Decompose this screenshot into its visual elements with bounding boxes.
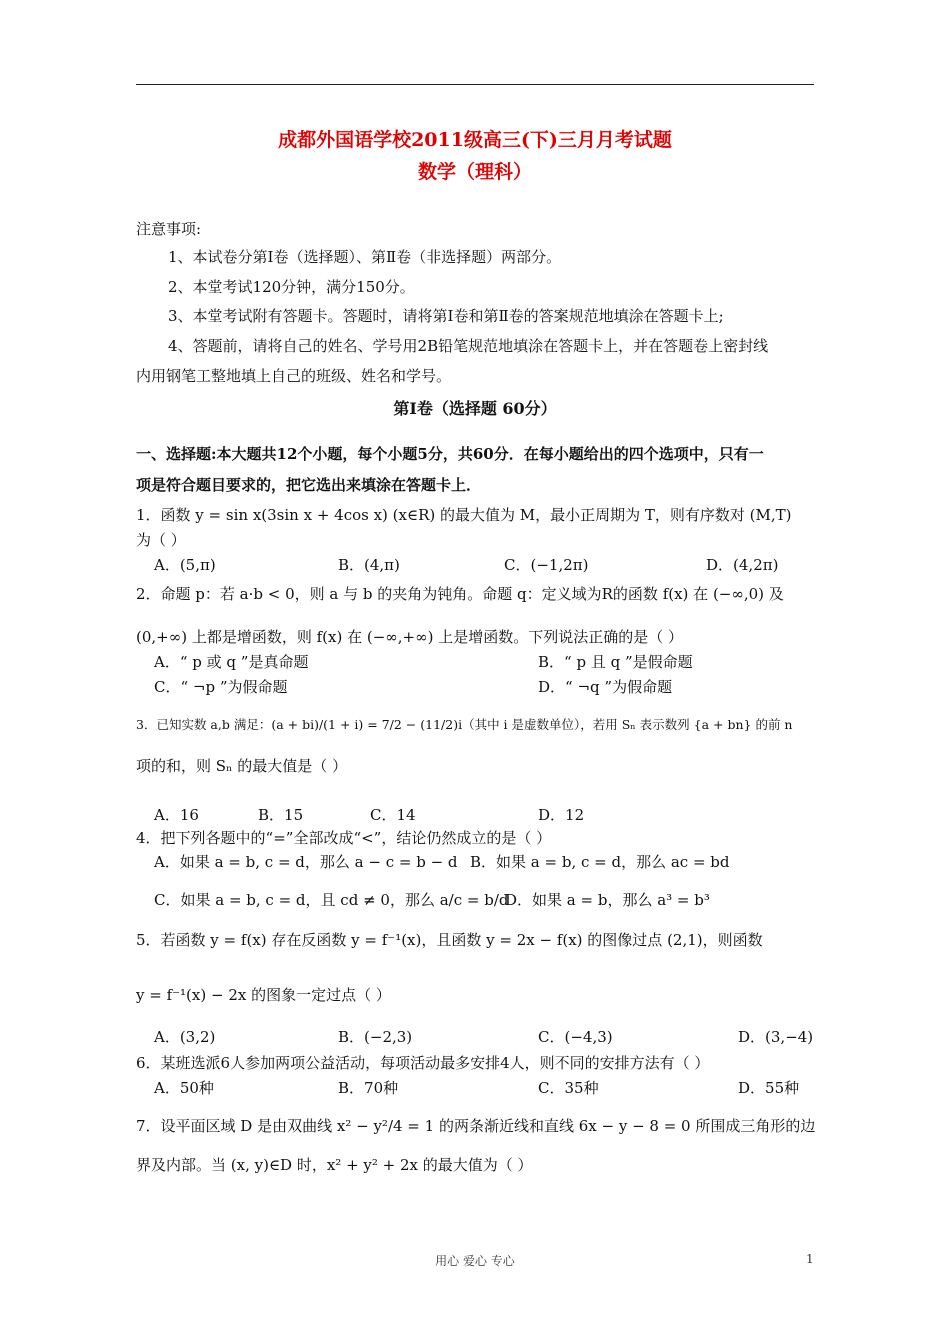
q2-option-b: B．“ p 且 q ”是假命题 (538, 653, 693, 671)
question-2-cont: (0,+∞) 上都是增函数，则 f(x) 在 (−∞,+∞) 上是增函数。下列说法正确的是（ ） (136, 628, 684, 646)
notice-item-3: 3、本堂考试附有答题卡。答题时，请将第Ⅰ卷和第Ⅱ卷的答案规范地填涂在答题卡上; (168, 307, 724, 325)
notice-item-1: 1、本试卷分第Ⅰ卷（选择题）、第Ⅱ卷（非选择题）两部分。 (168, 248, 562, 266)
q3-option-d: D．12 (538, 806, 585, 824)
question-7-cont: 界及内部。当 (x, y)∈D 时，x² + y² + 2x 的最大值为（ ） (136, 1156, 533, 1174)
page-footer: 用心 爱心 专心 (435, 1254, 515, 1268)
q3-option-c: C．14 (370, 806, 416, 824)
question-7: 7．设平面区域 D 是由双曲线 x² − y²/4 = 1 的两条渐近线和直线 6x − y − 8 = 0 所围成三角形的边 (136, 1117, 816, 1135)
q4-option-a: A．如果 a = b, c = d，那么 a − c = b − d (154, 853, 458, 871)
question-4: 4．把下列各题中的“=”全部改成“<”，结论仍然成立的是（ ） (136, 829, 552, 847)
q5-option-d: D．(3,−4) (738, 1028, 814, 1046)
q1-option-a: A．(5,π) (154, 556, 216, 574)
q1-option-c: C．(−1,2π) (504, 556, 589, 574)
notice-item-2: 2、本堂考试120分钟，满分150分。 (168, 278, 415, 296)
q2-option-d: D．“ ¬q ”为假命题 (538, 678, 673, 696)
section-instruction: 一、选择题:本大题共12个小题，每个小题5分，共60分．在每小题给出的四个选项中，只有一 (136, 445, 764, 463)
part-title: 第Ⅰ卷（选择题 60分） (393, 399, 557, 418)
q4-option-b: B．如果 a = b, c = d，那么 ac = bd (470, 853, 730, 871)
question-6: 6．某班选派6人参加两项公益活动，每项活动最多安排4人，则不同的安排方法有（ ） (136, 1054, 710, 1072)
section-instruction-cont: 项是符合题目要求的，把它选出来填涂在答题卡上． (136, 476, 482, 494)
q6-option-d: D．55种 (738, 1079, 800, 1097)
question-1: 1．函数 y = sin x(3sin x + 4cos x) (x∈R) 的最大值为 M，最小正周期为 T，则有序数对 (M,T) (136, 506, 792, 524)
q2-option-c: C．“ ¬p ”为假命题 (154, 678, 288, 696)
q3-option-b: B．15 (258, 806, 304, 824)
q4-option-d: D．如果 a = b，那么 a³ = b³ (505, 891, 710, 909)
header-rule (136, 84, 814, 85)
exam-subtitle: 数学（理科） (417, 161, 532, 183)
question-1-cont: 为（ ） (136, 531, 186, 549)
q5-option-c: C．(−4,3) (538, 1028, 613, 1046)
q1-option-d: D．(4,2π) (706, 556, 779, 574)
q2-option-a: A．“ p 或 q ”是真命题 (154, 653, 309, 671)
page-number: 1 (806, 1252, 814, 1266)
notice-item-4-cont: 内用钢笔工整地填上自己的班级、姓名和学号。 (136, 367, 452, 385)
question-5: 5．若函数 y = f(x) 存在反函数 y = f⁻¹(x)，且函数 y = 2x − f(x) 的图像过点 (2,1)，则函数 (136, 931, 763, 949)
question-3-cont: 项的和，则 Sₙ 的最大值是（ ） (136, 757, 348, 775)
exam-title: 成都外国语学校2011级高三(下)三月月考试题 (278, 129, 672, 151)
q6-option-c: C．35种 (538, 1079, 599, 1097)
q4-option-c: C．如果 a = b, c = d，且 cd ≠ 0，那么 a/c = b/d (154, 891, 509, 909)
notice-heading: 注意事项: (136, 220, 202, 238)
question-5-cont: y = f⁻¹(x) − 2x 的图象一定过点（ ） (136, 986, 391, 1004)
question-2: 2．命题 p：若 a·b < 0，则 a 与 b 的夹角为钝角。命题 q：定义域为R的函数 f(x) 在 (−∞,0) 及 (136, 585, 784, 603)
q6-option-a: A．50种 (154, 1079, 214, 1097)
q5-option-a: A．(3,2) (154, 1028, 216, 1046)
q5-option-b: B．(−2,3) (338, 1028, 413, 1046)
q1-option-b: B．(4,π) (338, 556, 400, 574)
q3-option-a: A．16 (154, 806, 199, 824)
q6-option-b: B．70种 (338, 1079, 399, 1097)
notice-item-4: 4、答题前，请将自己的姓名、学号用2B铅笔规范地填涂在答题卡上，并在答题卷上密封线 (168, 337, 769, 355)
question-3: 3．已知实数 a,b 满足：(a + bi)/(1 + i) = 7/2 − (11/2)i（其中 i 是虚数单位），若用 Sₙ 表示数列 {a + bn} 的前 n (136, 717, 793, 732)
